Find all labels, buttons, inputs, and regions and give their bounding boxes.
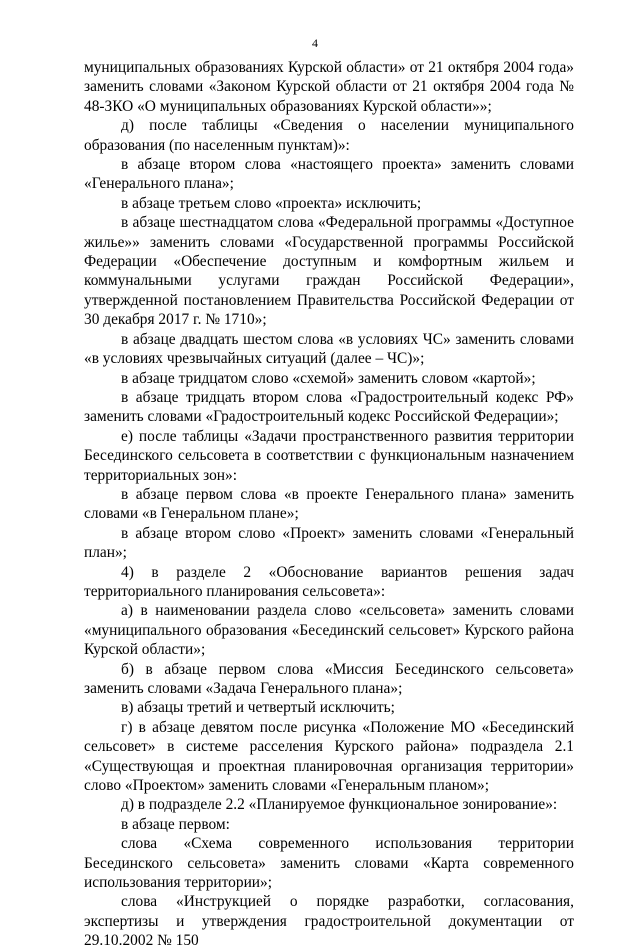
paragraph: в абзаце шестнадцатом слова «Федеральной программы «Доступное жилье»» заменить словами «Государственной программы Российской Федерации «Обеспечение доступным и комфортным жильем и коммунальными услугами граждан Российской Федерации», утвержденной постановлением Правительства Российской Федерации от 30 декабря 2017 г. № 1710»; [84,214,574,329]
paragraph: в абзаце двадцать шестом слова «в условиях ЧС» заменить словами «в условиях чрезвычайных ситуаций (далее – ЧС)»; [84,330,574,368]
paragraph: в абзаце тридцатом слово «схемой» заменить словом «картой»; [121,369,536,387]
page-number: 4 [312,36,318,50]
paragraph: в абзаце первом: [121,815,230,833]
paragraph: б) в абзаце первом слова «Миссия Бесединского сельсовета» заменить словами «Задача Генерального плана»; [84,660,574,697]
paragraph: в абзаце тридцать втором слова «Градостроительный кодекс РФ» заменить словами «Градостроительный кодекс Российской Федерации»; [84,388,574,426]
paragraph: в абзаце первом слова «в проекте Генерального плана» заменить словами «в Генеральном плане»; [84,485,574,523]
paragraph: в абзаце третьем слово «проекта» исключить; [121,194,422,212]
paragraph: е) после таблицы «Задачи пространственного развития территории Бесединского сельсовета в соответствии с функциональным назначением территориальных зон»: [84,427,574,484]
document-body [84,58,574,951]
paragraph: в абзаце втором слова «настоящего проекта» заменить словами «Генерального плана»; [84,156,574,193]
paragraph: 4) в разделе 2 «Обоснование вариантов решения задач территориального планирования сельсовета»: [84,563,574,600]
paragraph: в) абзацы третий и четвертый исключить; [121,699,395,717]
paragraph: д) после таблицы «Сведения о населении муниципального образования (по населенным пунктам)»: [84,117,574,154]
paragraph: слова «Инструкцией о порядке разработки, согласования, экспертизы и утверждения градостроительной документации от 29.10.2002 № 150 [84,893,574,950]
paragraph: д) в подразделе 2.2 «Планируемое функциональное зонирование»: [121,796,558,814]
paragraph: г) в абзаце девятом после рисунка «Положение МО «Бесединский сельсовет» в системе расселения Курского района» подраздела 2.1 «Существующая и проектная планировочная организация территории» слово «Проектом» заменить словами «Генеральным планом»; [84,718,574,795]
paragraph-continuation: муниципальных образованиях Курской области» от 21 октября 2004 года» заменить словами «Законом Курской области от 21 октября 2004 года № 48-ЗКО «О муниципальных образованиях Курской области»»; [84,59,574,115]
paragraph: в абзаце втором слово «Проект» заменить словами «Генеральный план»; [84,524,574,562]
paragraph: а) в наименовании раздела слово «сельсовета» заменить словами «муниципального образования «Бесединский сельсовет» Курского района Курской области»; [84,602,574,659]
paragraph: слова «Схема современного использования территории Бесединского сельсовета» заменить словами «Карта современного использования территории»; [84,835,574,892]
